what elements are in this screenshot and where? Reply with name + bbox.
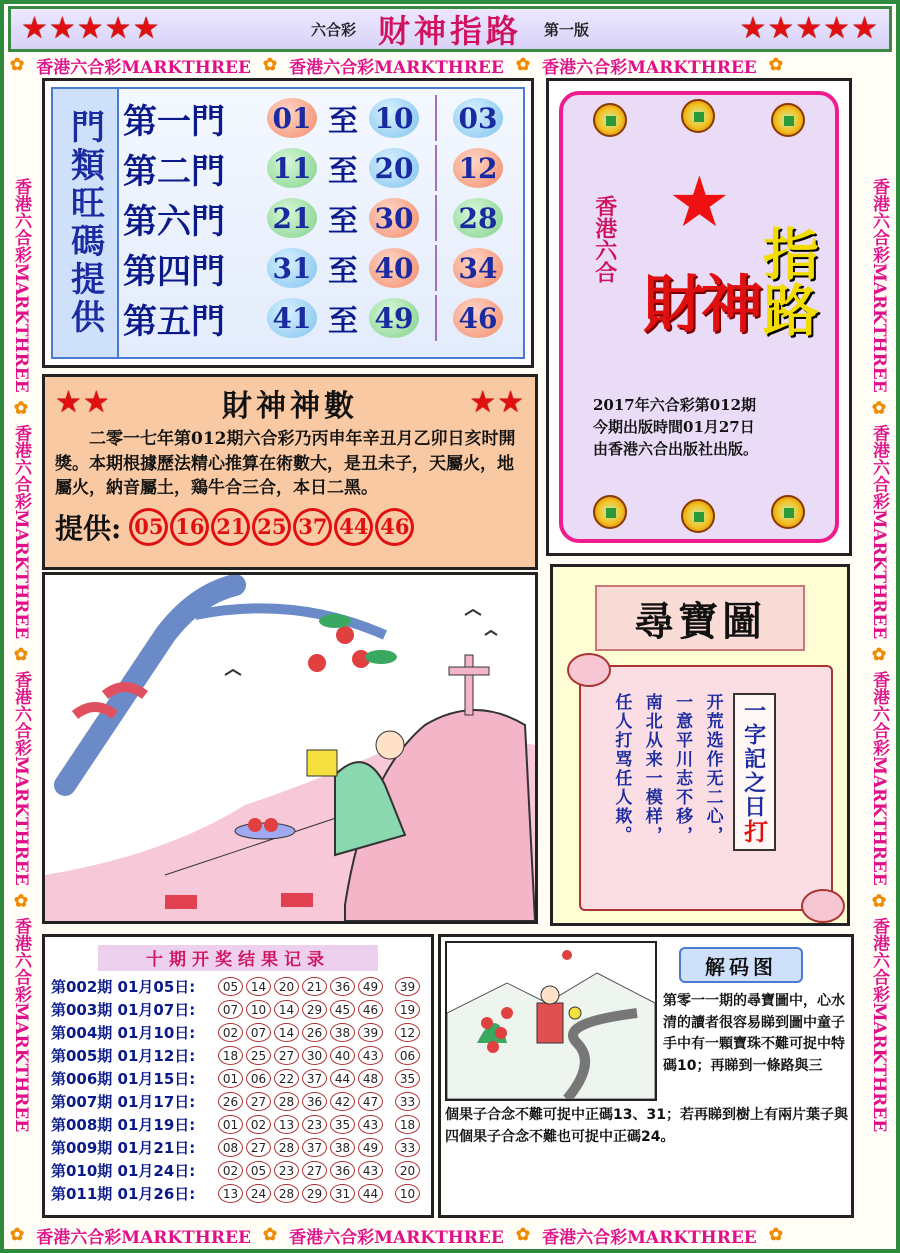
record-number: 42: [330, 1092, 355, 1111]
door-row: [123, 95, 519, 141]
records-title: 十期开奖结果记录: [98, 945, 378, 971]
banner-text: 香港六合彩MARKTHREE: [542, 57, 757, 78]
to-word: 至: [328, 304, 358, 339]
record-number: 38: [330, 1138, 355, 1157]
fruit-icon: [495, 1027, 507, 1039]
fruit-icon: [264, 818, 278, 832]
banner-text: 香港六合彩MARKTHREE: [11, 424, 31, 640]
coin-icon: [593, 495, 627, 529]
flower-icon: ✿: [869, 645, 889, 665]
door-name: 第二門: [123, 151, 225, 192]
shenshu-numbers: [55, 507, 525, 547]
banner-text: 香港六合彩MARKTHREE: [289, 1227, 504, 1248]
poster-panel: [546, 78, 852, 556]
header-stars-right: ★★★★★: [739, 11, 879, 46]
star-icon: ★: [668, 161, 731, 243]
sun-icon: [562, 950, 572, 960]
record-label: 第005期 01月12日:: [51, 1047, 196, 1065]
to-word: 至: [328, 254, 358, 289]
flower-icon: ✿: [11, 891, 31, 912]
flower-icon: ✿: [10, 55, 25, 75]
flower-icon: ✿: [768, 1225, 784, 1245]
circled-number: 37: [293, 508, 332, 546]
record-label: 第004期 01月10日:: [51, 1024, 196, 1042]
record-number: 14: [246, 977, 271, 996]
records-panel: [42, 934, 434, 1218]
child-head: [541, 986, 559, 1004]
column-divider: [435, 145, 437, 191]
poster-info-line: 今期出版時間01月27日: [593, 417, 755, 436]
record-number: 39: [358, 1023, 383, 1042]
record-number: 45: [330, 1000, 355, 1019]
poem-key-top: 一字記之日: [740, 699, 767, 819]
record-number: 27: [246, 1138, 271, 1157]
fruit-icon: [336, 626, 354, 644]
star-icons: ★★: [55, 385, 111, 420]
door-name: 第一門: [123, 101, 225, 142]
fruit-icon: [501, 1007, 513, 1019]
door-panel: [42, 78, 534, 368]
record-special-number: 33: [395, 1092, 420, 1111]
number-ball: 49: [369, 298, 419, 338]
record-number: 47: [358, 1092, 383, 1111]
flower-icon: ✿: [10, 1225, 25, 1245]
record-number: 36: [302, 1092, 327, 1111]
header-bar: [8, 6, 892, 52]
record-number: 28: [274, 1092, 299, 1111]
book-icon: [307, 750, 337, 776]
illustration-svg: [45, 575, 535, 921]
pearl-icon: [569, 1007, 581, 1019]
column-divider: [435, 95, 437, 141]
record-number: 36: [330, 1161, 355, 1180]
record-number: 31: [330, 1184, 355, 1203]
record-row: [51, 998, 425, 1021]
flower-icon: ✿: [262, 55, 278, 75]
record-row: [51, 1159, 425, 1182]
record-number: 07: [246, 1023, 271, 1042]
poem: [611, 693, 776, 851]
leaf-icon: [365, 650, 397, 664]
record-label: 第007期 01月17日:: [51, 1093, 196, 1111]
header-stars-left: ★★★★★: [21, 11, 161, 46]
record-row: [51, 1044, 425, 1067]
banner-text: 香港六合彩MARKTHREE: [11, 177, 31, 393]
record-number: 02: [218, 1161, 243, 1180]
record-number: 13: [218, 1184, 243, 1203]
banner-text: 香港六合彩MARKTHREE: [11, 917, 31, 1133]
shenshu-title-row: [55, 381, 525, 425]
record-number: 29: [302, 1000, 327, 1019]
brick-icon: [165, 895, 197, 909]
coin-icon: [681, 499, 715, 533]
flower-icon: ✿: [515, 1225, 531, 1245]
cross-bar: [449, 667, 489, 675]
record-number: 24: [246, 1184, 271, 1203]
record-row: [51, 1021, 425, 1044]
top-banner: [10, 52, 890, 78]
star-icons: ★★: [469, 385, 525, 420]
record-number: 28: [274, 1184, 299, 1203]
record-number: 06: [246, 1069, 271, 1088]
circled-number: 25: [252, 508, 291, 546]
banner-text: 香港六合彩MARKTHREE: [869, 424, 889, 640]
circled-number: 46: [375, 508, 414, 546]
record-number: 27: [302, 1161, 327, 1180]
door-row: [123, 145, 519, 191]
decode-text-bottom: 個果子合念不難可捉中正碼13、31；若再睇到樹上有兩片葉子與四個果子合念不難也可捉中正碼24。: [445, 1107, 848, 1145]
record-special-number: 18: [395, 1115, 420, 1134]
record-number: 26: [218, 1092, 243, 1111]
record-number: 43: [358, 1046, 383, 1065]
record-special-number: 12: [395, 1023, 420, 1042]
record-number: 37: [302, 1069, 327, 1088]
record-special-number: 06: [395, 1046, 420, 1065]
flower-icon: ✿: [869, 398, 889, 419]
record-label: 第011期 01月26日:: [51, 1185, 196, 1203]
record-row: [51, 975, 425, 998]
column-divider: [435, 245, 437, 291]
records-list: [51, 975, 425, 1205]
circled-number: 16: [170, 508, 209, 546]
poem-line: 南北从来一模样，: [641, 693, 662, 845]
record-number: 30: [302, 1046, 327, 1065]
record-number: 23: [274, 1161, 299, 1180]
flower-icon: ✿: [11, 398, 31, 419]
treasure-title: 尋寶圖: [595, 585, 805, 651]
page-title: 财神指路: [377, 12, 522, 50]
banner-text: 香港六合彩MARKTHREE: [36, 1227, 251, 1248]
hot-code-ball: 46: [453, 298, 503, 338]
door-label: 門類旺碼提供: [53, 89, 119, 357]
record-number: 48: [358, 1069, 383, 1088]
poster-zhilu-text: 指路: [754, 225, 820, 337]
record-special-number: 19: [395, 1000, 420, 1019]
record-number: 26: [302, 1023, 327, 1042]
record-number: 28: [274, 1138, 299, 1157]
fruit-icon: [248, 818, 262, 832]
poster-info-line: 2017年六合彩第012期: [593, 396, 757, 414]
record-special-number: 20: [395, 1161, 420, 1180]
record-label: 第010期 01月24日:: [51, 1162, 196, 1180]
shenshu-text: 二零一七年第012期六合彩乃丙申年辛丑月乙卯日亥时開獎。本期根據歷法精心推算在術數大，是丑未子，天屬火，地屬火，納音屬土，鶏牛合三合，本日二黑。: [55, 429, 516, 499]
left-banner: [8, 80, 34, 1230]
bottom-banner: [10, 1222, 890, 1248]
decode-illustration: [445, 941, 657, 1101]
banner-text: 香港六合彩MARKTHREE: [11, 670, 31, 886]
flower-icon: ✿: [262, 1225, 278, 1245]
decode-svg: [447, 943, 655, 1099]
poem-line: 任人打骂任人欺。: [611, 693, 632, 845]
poem-key-answer: 打: [739, 819, 769, 845]
header-lottery: 六合彩: [310, 20, 356, 39]
banner-text: 香港六合彩MARKTHREE: [36, 57, 251, 78]
record-number: 25: [246, 1046, 271, 1065]
hot-code-ball: 28: [453, 198, 503, 238]
record-row: [51, 1182, 425, 1205]
record-number: 22: [274, 1069, 299, 1088]
coin-icon: [771, 495, 805, 529]
door-row: [123, 295, 519, 341]
number-ball: 10: [369, 98, 419, 138]
record-label: 第002期 01月05日:: [51, 978, 196, 996]
record-number: 43: [358, 1115, 383, 1134]
flower-icon: ✿: [515, 55, 531, 75]
number-ball: 41: [267, 298, 317, 338]
leaf-icon: [319, 614, 351, 628]
number-ball: 11: [267, 148, 317, 188]
number-ball: 20: [369, 148, 419, 188]
banner-text: 香港六合彩MARKTHREE: [869, 917, 889, 1133]
record-number: 38: [330, 1023, 355, 1042]
record-special-number: 33: [395, 1138, 420, 1157]
header-title-group: [311, 6, 589, 52]
record-number: 07: [218, 1000, 243, 1019]
poster-side-text: 香港六合: [591, 195, 618, 283]
fruit-icon: [481, 1017, 493, 1029]
record-number: 08: [218, 1138, 243, 1157]
right-banner: [866, 80, 892, 1230]
shenshu-numbers-label: 提供:: [55, 511, 122, 545]
record-number: 40: [330, 1046, 355, 1065]
record-number: 44: [358, 1184, 383, 1203]
record-label: 第008期 01月19日:: [51, 1116, 196, 1134]
record-number: 49: [358, 977, 383, 996]
record-number: 27: [274, 1046, 299, 1065]
record-number: 44: [330, 1069, 355, 1088]
poem-key: [733, 693, 776, 851]
record-number: 13: [274, 1115, 299, 1134]
shenshu-panel: [42, 374, 538, 570]
decode-text-top: 第零一一期的尋寶圖中，心水清的讀者很容易睇到圖中童子手中有一顆寶珠不難可捉中特碼10；再睇到一條路與三: [663, 993, 845, 1075]
poem-scroll: [579, 665, 833, 911]
flower-icon: ✿: [768, 55, 784, 75]
circled-number: 44: [334, 508, 373, 546]
decode-title: 解码图: [679, 947, 803, 983]
record-number: 49: [358, 1138, 383, 1157]
shenshu-title: 財神神數: [222, 389, 358, 424]
banner-text: 香港六合彩MARKTHREE: [869, 670, 889, 886]
record-number: 43: [358, 1161, 383, 1180]
hot-code-ball: 34: [453, 248, 503, 288]
number-ball: 31: [267, 248, 317, 288]
fruit-icon: [308, 654, 326, 672]
coin-icon: [681, 99, 715, 133]
record-number: 36: [330, 977, 355, 996]
column-divider: [435, 195, 437, 241]
door-name: 第四門: [123, 251, 225, 292]
banner-text: 香港六合彩MARKTHREE: [869, 177, 889, 393]
number-ball: 01: [267, 98, 317, 138]
poem-line: 开荒选作无二心，: [702, 693, 723, 845]
record-special-number: 39: [395, 977, 420, 996]
record-number: 27: [246, 1092, 271, 1111]
record-label: 第009期 01月21日:: [51, 1139, 196, 1157]
child-figure: [537, 1003, 563, 1043]
record-number: 29: [302, 1184, 327, 1203]
banner-text: 香港六合彩MARKTHREE: [542, 1227, 757, 1248]
tree-branch: [195, 608, 385, 635]
record-number: 46: [358, 1000, 383, 1019]
header-edition: 第一版: [544, 20, 590, 39]
record-number: 05: [218, 977, 243, 996]
record-number: 05: [246, 1161, 271, 1180]
door-name: 第五門: [123, 301, 225, 342]
record-row: [51, 1113, 425, 1136]
record-number: 37: [302, 1138, 327, 1157]
record-label: 第006期 01月15日:: [51, 1070, 196, 1088]
flower-icon: ✿: [869, 891, 889, 912]
record-number: 10: [246, 1000, 271, 1019]
poem-line: 一意平川志不移，: [672, 693, 693, 845]
record-number: 01: [218, 1069, 243, 1088]
coin-icon: [771, 103, 805, 137]
record-number: 20: [274, 977, 299, 996]
door-table: [51, 87, 525, 359]
record-number: 14: [274, 1000, 299, 1019]
cross-post: [465, 655, 473, 715]
record-number: 18: [218, 1046, 243, 1065]
number-ball: 21: [267, 198, 317, 238]
poster-main-text: 財神: [643, 268, 760, 341]
hot-code-ball: 03: [453, 98, 503, 138]
poster-info-line: 由香港六合出版社出版。: [593, 439, 759, 458]
hot-code-ball: 12: [453, 148, 503, 188]
circled-number: 21: [211, 508, 250, 546]
record-number: 02: [218, 1023, 243, 1042]
fruit-icon: [487, 1041, 499, 1053]
record-number: 35: [330, 1115, 355, 1134]
to-word: 至: [328, 204, 358, 239]
treasure-panel: [550, 564, 850, 926]
door-row: [123, 195, 519, 241]
record-number: 02: [246, 1115, 271, 1134]
flower-icon: ✿: [11, 645, 31, 665]
record-number: 23: [302, 1115, 327, 1134]
to-word: 至: [328, 154, 358, 189]
door-row: [123, 245, 519, 291]
door-name: 第六門: [123, 201, 225, 242]
decode-panel: [438, 934, 854, 1218]
banner-text: 香港六合彩MARKTHREE: [289, 57, 504, 78]
record-number: 01: [218, 1115, 243, 1134]
column-divider: [435, 295, 437, 341]
record-special-number: 10: [395, 1184, 420, 1203]
treasure-illustration: [42, 572, 538, 924]
number-ball: 40: [369, 248, 419, 288]
number-ball: 30: [369, 198, 419, 238]
coin-icon: [593, 103, 627, 137]
door-rows: [119, 89, 523, 357]
record-row: [51, 1136, 425, 1159]
record-special-number: 35: [395, 1069, 420, 1088]
brick-icon: [281, 893, 313, 907]
poster-info: [593, 395, 758, 460]
record-label: 第003期 01月07日:: [51, 1001, 196, 1019]
poster-frame: [559, 91, 839, 543]
to-word: 至: [328, 104, 358, 139]
record-number: 14: [274, 1023, 299, 1042]
circled-number: 05: [129, 508, 168, 546]
record-row: [51, 1067, 425, 1090]
record-row: [51, 1090, 425, 1113]
record-number: 21: [302, 977, 327, 996]
boy-head: [376, 731, 404, 759]
